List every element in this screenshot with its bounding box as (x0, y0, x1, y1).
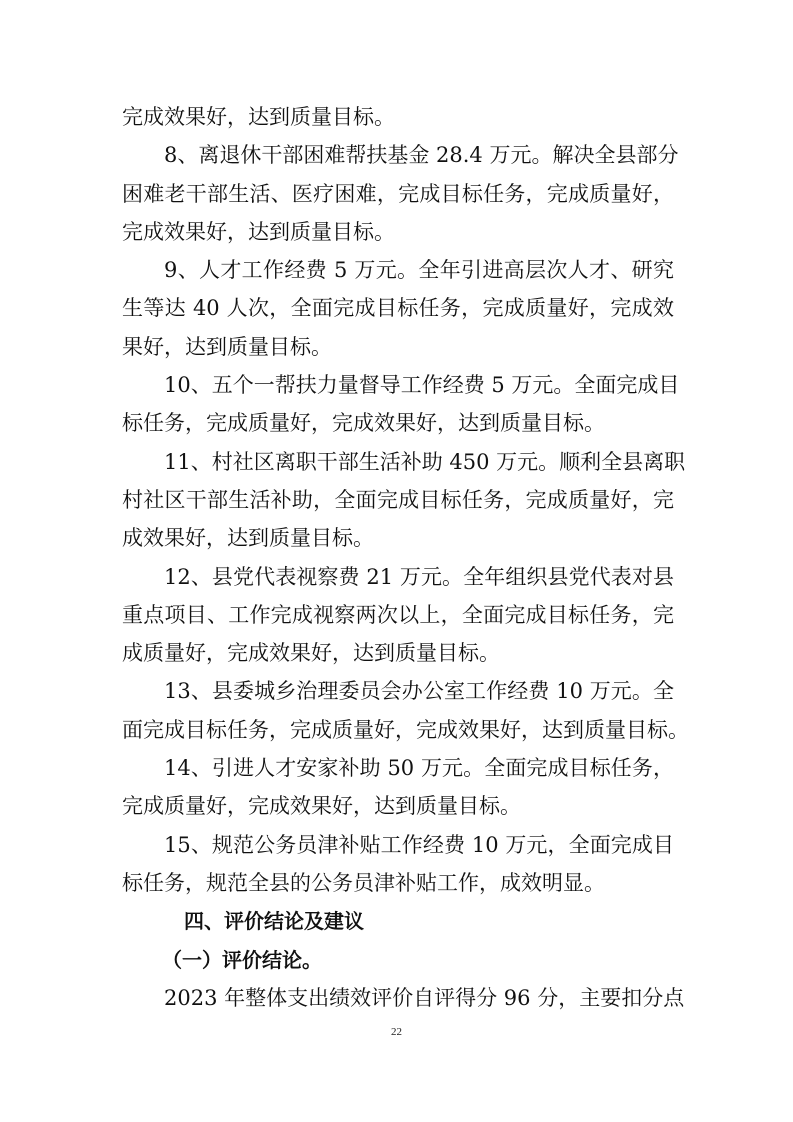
item-8-line-3: 完成效果好，达到质量目标。 (122, 219, 395, 244)
item-11-line-1: 11、村社区离职干部生活补助 450 万元。顺利全县离职 (164, 449, 686, 474)
section-heading: 四、评价结论及建议 (184, 909, 364, 934)
item-12-line-1: 12、县党代表视察费 21 万元。全年组织县党代表对县 (164, 564, 674, 589)
body-text (122, 98, 689, 1017)
item-13-line-2: 面完成目标任务，完成质量好，完成效果好，达到质量目标。 (122, 717, 689, 742)
item-15-line-1: 15、规范公务员津补贴工作经费 10 万元，全面完成目 (164, 832, 674, 857)
item-11-line-2: 村社区干部生活补助，全面完成目标任务，完成质量好，完 (122, 487, 674, 512)
subsection-heading: （一）评价结论。 (162, 947, 322, 972)
item-10-line-1: 10、五个一帮扶力量督导工作经费 5 万元。全面完成目 (164, 373, 680, 398)
item-13-line-1: 13、县委城乡治理委员会办公室工作经费 10 万元。全 (164, 679, 674, 704)
item-14-line-1: 14、引进人才安家补助 50 万元。全面完成目标任务， (164, 756, 674, 781)
conclusion-line-1: 2023 年整体支出绩效评价自评得分 96 分，主要扣分点 (164, 985, 685, 1010)
item-15-line-2: 标任务，规范全县的公务员津补贴工作，成效明显。 (122, 870, 605, 895)
item-9-line-2: 生等达 40 人次，全面完成目标任务，完成质量好，完成效 (122, 296, 674, 321)
item-10-line-2: 标任务，完成质量好，完成效果好，达到质量目标。 (122, 411, 605, 436)
item-8-line-2: 困难老干部生活、医疗困难，完成目标任务，完成质量好， (122, 181, 674, 206)
item-9-line-3: 果好，达到质量目标。 (122, 334, 332, 359)
item-8-line-1: 8、离退休干部困难帮扶基金 28.4 万元。解决全县部分 (164, 143, 679, 168)
item-12-line-3: 成质量好，完成效果好，达到质量目标。 (122, 641, 500, 666)
paragraph-line: 完成效果好，达到质量目标。 (122, 105, 395, 129)
item-9-line-1: 9、人才工作经费 5 万元。全年引进高层次人才、研究 (164, 258, 674, 283)
item-12-line-2: 重点项目、工作完成视察两次以上，全面完成目标任务，完 (122, 602, 674, 627)
item-11-line-3: 成效果好，达到质量目标。 (122, 526, 374, 551)
page-number: 22 (391, 1026, 402, 1038)
item-14-line-2: 完成质量好，完成效果好，达到质量目标。 (122, 794, 521, 819)
